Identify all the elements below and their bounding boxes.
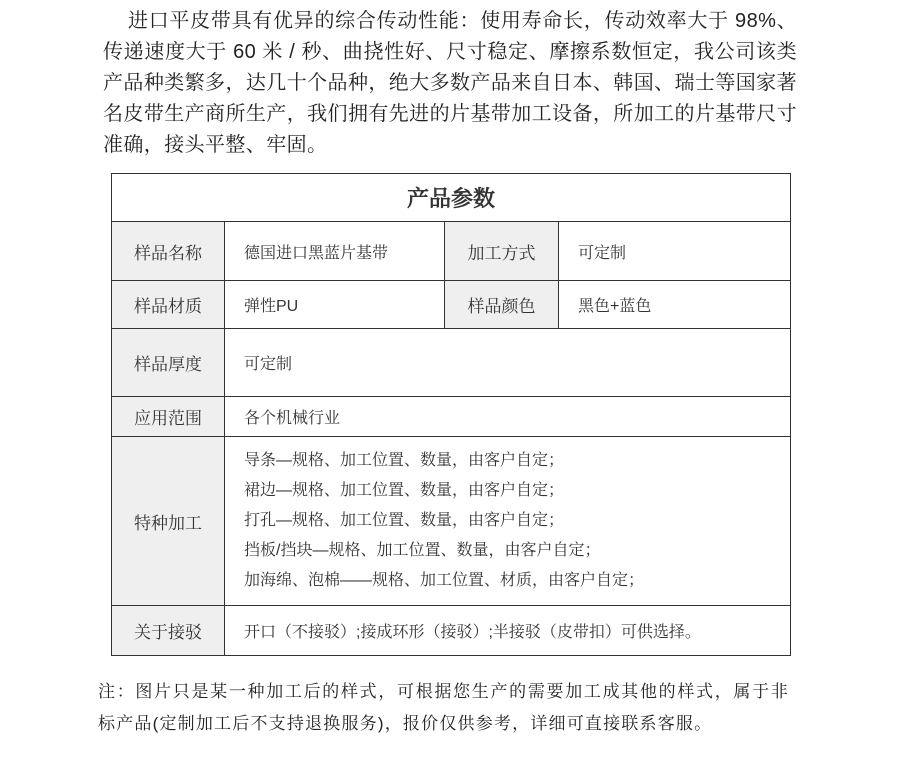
table-row <box>112 329 791 397</box>
label-sample-thickness: 样品厚度 <box>112 329 225 397</box>
label-sample-material: 样品材质 <box>112 281 225 329</box>
value-process-method: 可定制 <box>559 222 791 281</box>
label-sample-name: 样品名称 <box>112 222 225 281</box>
footnote: 注：图片只是某一种加工后的样式，可根据您生产的需要加工成其他的样式，属于非标产品(定制加工后不支持退换服务)，报价仅供参考，详细可直接联系客服。 <box>98 682 789 733</box>
special-processing-line: 加海绵、泡棉——规格、加工位置、材质，由客户自定； <box>244 572 645 589</box>
table-row <box>112 397 791 437</box>
value-sample-name: 德国进口黑蓝片基带 <box>225 222 445 281</box>
intro-paragraph: 进口平皮带具有优异的综合传动性能：使用寿命长，传动效率大于 98%、传递速度大于 60 米 / 秒、曲挠性好、尺寸稳定、摩擦系数恒定，我公司该类产品种类繁多，达几十个品种，绝大多数产品来自日本、韩国、瑞士等国家著名皮带生产商所生产，我们拥有先进的片基带加工设备，所加工的片基带尺寸准确，接头平整、牢固。 <box>103 10 797 156</box>
label-about-joining: 关于接驳 <box>112 606 225 656</box>
special-processing-line: 打孔—规格、加工位置、数量，由客户自定； <box>244 512 565 529</box>
product-params-table <box>111 173 791 656</box>
value-sample-color: 黑色+蓝色 <box>559 281 791 329</box>
value-sample-material: 弹性PU <box>225 281 445 329</box>
value-special-processing <box>225 437 791 606</box>
special-processing-line: 导条—规格、加工位置、数量，由客户自定； <box>244 452 565 469</box>
table-title: 产品参数 <box>112 174 791 222</box>
value-sample-thickness: 可定制 <box>225 329 791 397</box>
label-process-method: 加工方式 <box>445 222 559 281</box>
value-application-scope: 各个机械行业 <box>225 397 791 437</box>
table-row <box>112 222 791 281</box>
table-title-row <box>112 174 791 222</box>
table-row <box>112 437 791 606</box>
label-special-processing: 特种加工 <box>112 437 225 606</box>
label-application-scope: 应用范围 <box>112 397 225 437</box>
special-processing-line: 裙边—规格、加工位置、数量，由客户自定； <box>244 482 565 499</box>
value-about-joining: 开口（不接驳）;接成环形（接驳）;半接驳（皮带扣）可供选择。 <box>225 606 791 656</box>
table-row <box>112 281 791 329</box>
label-sample-color: 样品颜色 <box>445 281 559 329</box>
table-row <box>112 606 791 656</box>
special-processing-line: 挡板/挡块—规格、加工位置、数量，由客户自定； <box>244 542 601 559</box>
